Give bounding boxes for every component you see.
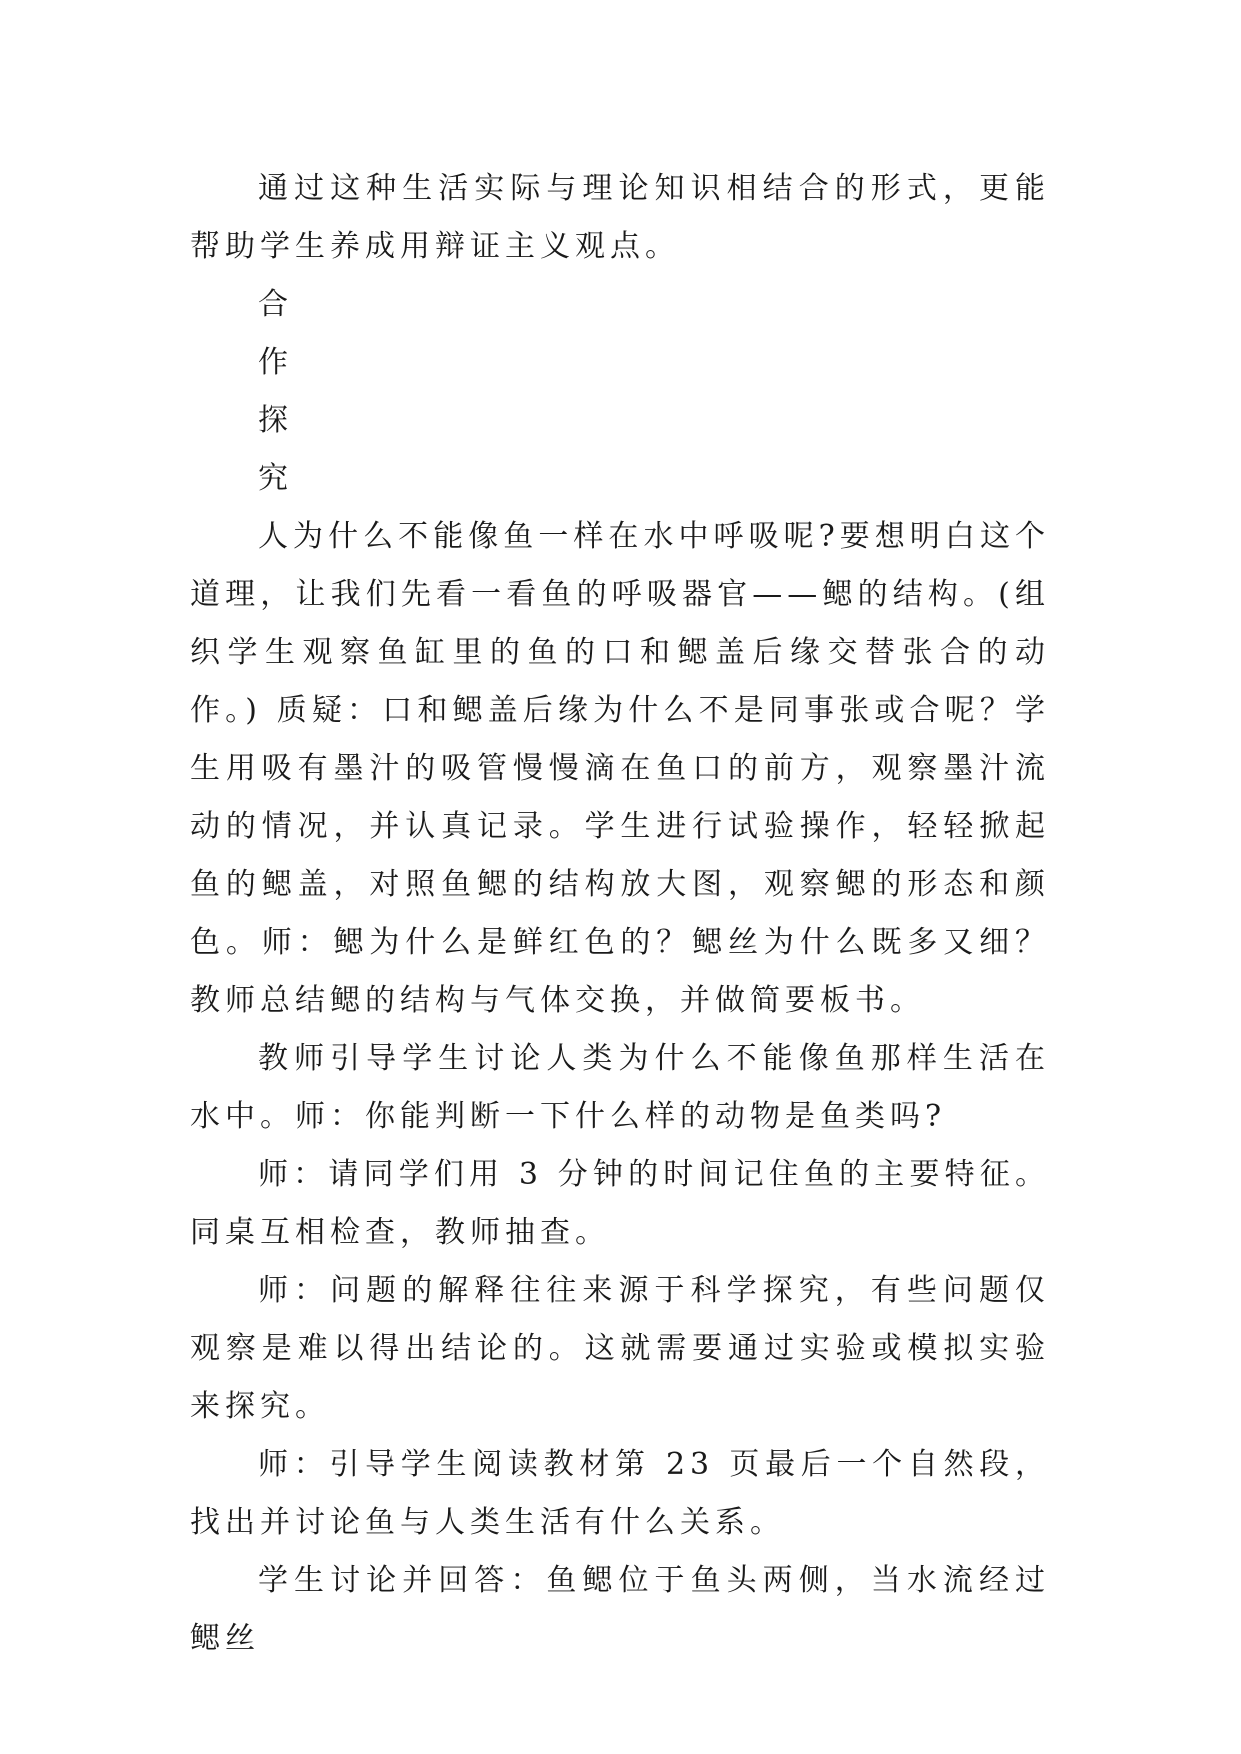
paragraph-inquiry: 师：问题的解释往往来源于科学探究，有些问题仅观察是难以得出结论的。这就需要通过实验或模拟实验来探究。 [190,1273,1050,1424]
heading-char-1: 合 [258,287,288,322]
paragraph-gill-structure: 人为什么不能像鱼一样在水中呼吸呢?要想明白这个道理，让我们先看一看鱼的呼吸器官——鳃的结构。(组织学生观察鱼缸里的鱼的口和鳃盖后缘交替张合的动作。) 质疑：口和鳃盖后缘为什么不是同事张或合呢？学生用吸有墨汁的吸管慢慢滴在鱼口的前方，观察墨汁流动的情况，并认真记录。学生进行试验操作，轻轻掀起鱼的鳃盖，对照鱼鳃的结构放大图，观察鳃的形态和颜色。师：鳃为什么是鲜红色的？鳃丝为什么既多又细？教师总结鳃的结构与气体交换，并做简要板书。 [190,519,1050,1018]
paragraph-features: 师：请同学们用 3 分钟的时间记住鱼的主要特征。 同桌互相检查，教师抽查。 [190,1157,1050,1250]
heading-char-2: 作 [258,345,288,380]
paragraph-intro: 通过这种生活实际与理论知识相结合的形式，更能帮助学生养成用辩证主义观点。 [190,171,1050,264]
heading-char-3: 探 [258,403,288,438]
paragraph-reading: 师：引导学生阅读教材第 23 页最后一个自然段，找出并讨论鱼与人类生活有什么关系。 [190,1447,1050,1540]
paragraph-answer: 学生讨论并回答：鱼鳃位于鱼头两侧，当水流经过鳃丝 [190,1563,1050,1656]
heading-char-4: 究 [258,461,288,496]
paragraph-discussion: 教师引导学生讨论人类为什么不能像鱼那样生活在水中。师：你能判断一下什么样的动物是鱼类吗? [190,1041,1050,1134]
document-page [190,160,1050,1668]
